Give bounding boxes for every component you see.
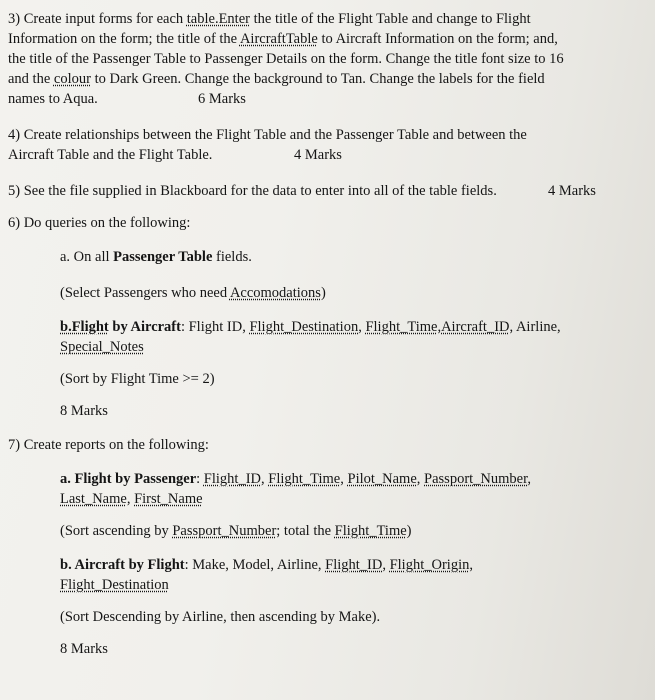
q6-b-underlined: Flight_Time (365, 319, 438, 335)
q4-line-2: Aircraft Table and the Flight Table. (8, 147, 213, 163)
q6-heading: 6) Do queries on the following: (8, 215, 191, 231)
q7-a-note-text: (Sort ascending by (60, 523, 173, 539)
q3-marks: 6 Marks (198, 91, 246, 107)
q3-line-4 (8, 70, 545, 88)
q6-b-text: , (437, 319, 442, 335)
q7-a-text: , (340, 471, 348, 487)
q6-a-note-underlined: Accomodations (229, 285, 321, 301)
q3-text: the title of the Flight Table and change to Flight (249, 11, 531, 27)
q7-b-underlined: Flight_ID (325, 557, 383, 573)
q7-a-underlined: Pilot_Name (347, 471, 417, 487)
q6-item-a-note (60, 284, 326, 302)
q6-item-b-line-2 (60, 338, 144, 356)
q4-line-1: 4) Create relationships between the Flight Table and the Passenger Table and between the (8, 127, 527, 143)
q7-item-b-note: (Sort Descending by Airline, then ascending by Make). (60, 609, 381, 625)
q7-heading: 7) Create reports on the following: (8, 437, 209, 453)
q7-a-underlined: Flight_Time (268, 471, 341, 487)
q3-line-1 (8, 10, 531, 28)
q6-b-text: : Flight ID, (180, 319, 250, 335)
q3-line-2 (8, 30, 558, 48)
q7-b-text: , (469, 557, 473, 573)
q7-b-underlined: Flight_Destination (60, 577, 169, 593)
q6-b-underlined: b.Flight (60, 319, 109, 335)
q3-underlined-term: colour (53, 71, 91, 87)
q7-item-a (60, 470, 531, 488)
q7-a-note-underlined: Flight_Time (334, 523, 407, 539)
q4-marks: 4 Marks (294, 147, 342, 163)
q7-a-text: , (261, 471, 269, 487)
q3-line-3 (8, 50, 564, 68)
q7-a-note-text: ; total the (276, 523, 335, 539)
q6-b-underlined: Special_Notes (60, 339, 144, 355)
q6-a-note-text: ) (320, 285, 326, 301)
q5-marks: 4 Marks (548, 183, 596, 199)
q7-a-bold: a. Flight by Passenger (60, 471, 197, 487)
q7-b-underlined: Flight_Origin (389, 557, 470, 573)
q3-text: 3) Create input forms for each (8, 11, 187, 27)
q7-b-text: , (382, 557, 390, 573)
q3-text: to Aircraft Information on the form; and, (317, 31, 558, 47)
q7-item-a-line-2 (60, 490, 203, 508)
q7-b-bold: b. Aircraft by Flight (60, 557, 185, 573)
q7-a-note-text: ) (406, 523, 412, 539)
q7-a-text: , (416, 471, 425, 487)
q6-marks: 8 Marks (60, 403, 108, 419)
q6-item-a (60, 248, 252, 266)
q6-b-underlined: Flight_Destination (249, 319, 359, 335)
q7-marks: 8 Marks (60, 641, 108, 657)
q3-text: and the (8, 71, 54, 87)
q6-item-b-note: (Sort by Flight Time >= 2) (60, 371, 215, 387)
q6-a-note-text: (Select Passengers who need (60, 285, 230, 301)
q7-a-underlined: First_Name (134, 491, 203, 507)
q7-b-text: : Make, Model, Airline, (184, 557, 326, 573)
q7-item-a-note (60, 522, 412, 540)
q3-line-5: names to Aqua. (8, 91, 98, 107)
q7-a-underlined: Last_Name (60, 491, 127, 507)
q7-a-note-underlined: Passport_Number (172, 523, 277, 539)
q3-underlined-term: table.Enter (186, 11, 250, 27)
q7-a-text: , (527, 471, 531, 487)
q6-b-underlined: Aircraft_ID (441, 319, 510, 335)
q6-a-bold: Passenger Table (113, 249, 213, 265)
q7-a-text: , (126, 491, 135, 507)
q3-text: to Dark Green. Change the background to Tan. Change the labels for the field (90, 71, 545, 87)
q6-b-bold: by Aircraft (108, 319, 181, 335)
q5-line-1: 5) See the file supplied in Blackboard for the data to enter into all of the table fields. (8, 183, 497, 199)
q7-a-underlined: Flight_ID (203, 471, 261, 487)
q3-text: Information on the form; the title of the (8, 31, 240, 47)
q3-text: the title of the Passenger Table to Passenger Details on the form. Change the title font size to 16 (8, 51, 564, 67)
q6-a-text: a. On all (60, 249, 114, 265)
q7-a-underlined: Passport_Number (424, 471, 528, 487)
q6-item-b (60, 318, 561, 336)
q7-a-text: : (196, 471, 204, 487)
q3-underlined-term: AircraftTable (239, 31, 318, 47)
q7-item-b-line-2 (60, 576, 169, 594)
q6-b-text: , Airline, (509, 319, 561, 335)
q7-item-b (60, 556, 473, 574)
q6-a-text: fields. (212, 249, 252, 265)
q6-b-text: , (358, 319, 366, 335)
